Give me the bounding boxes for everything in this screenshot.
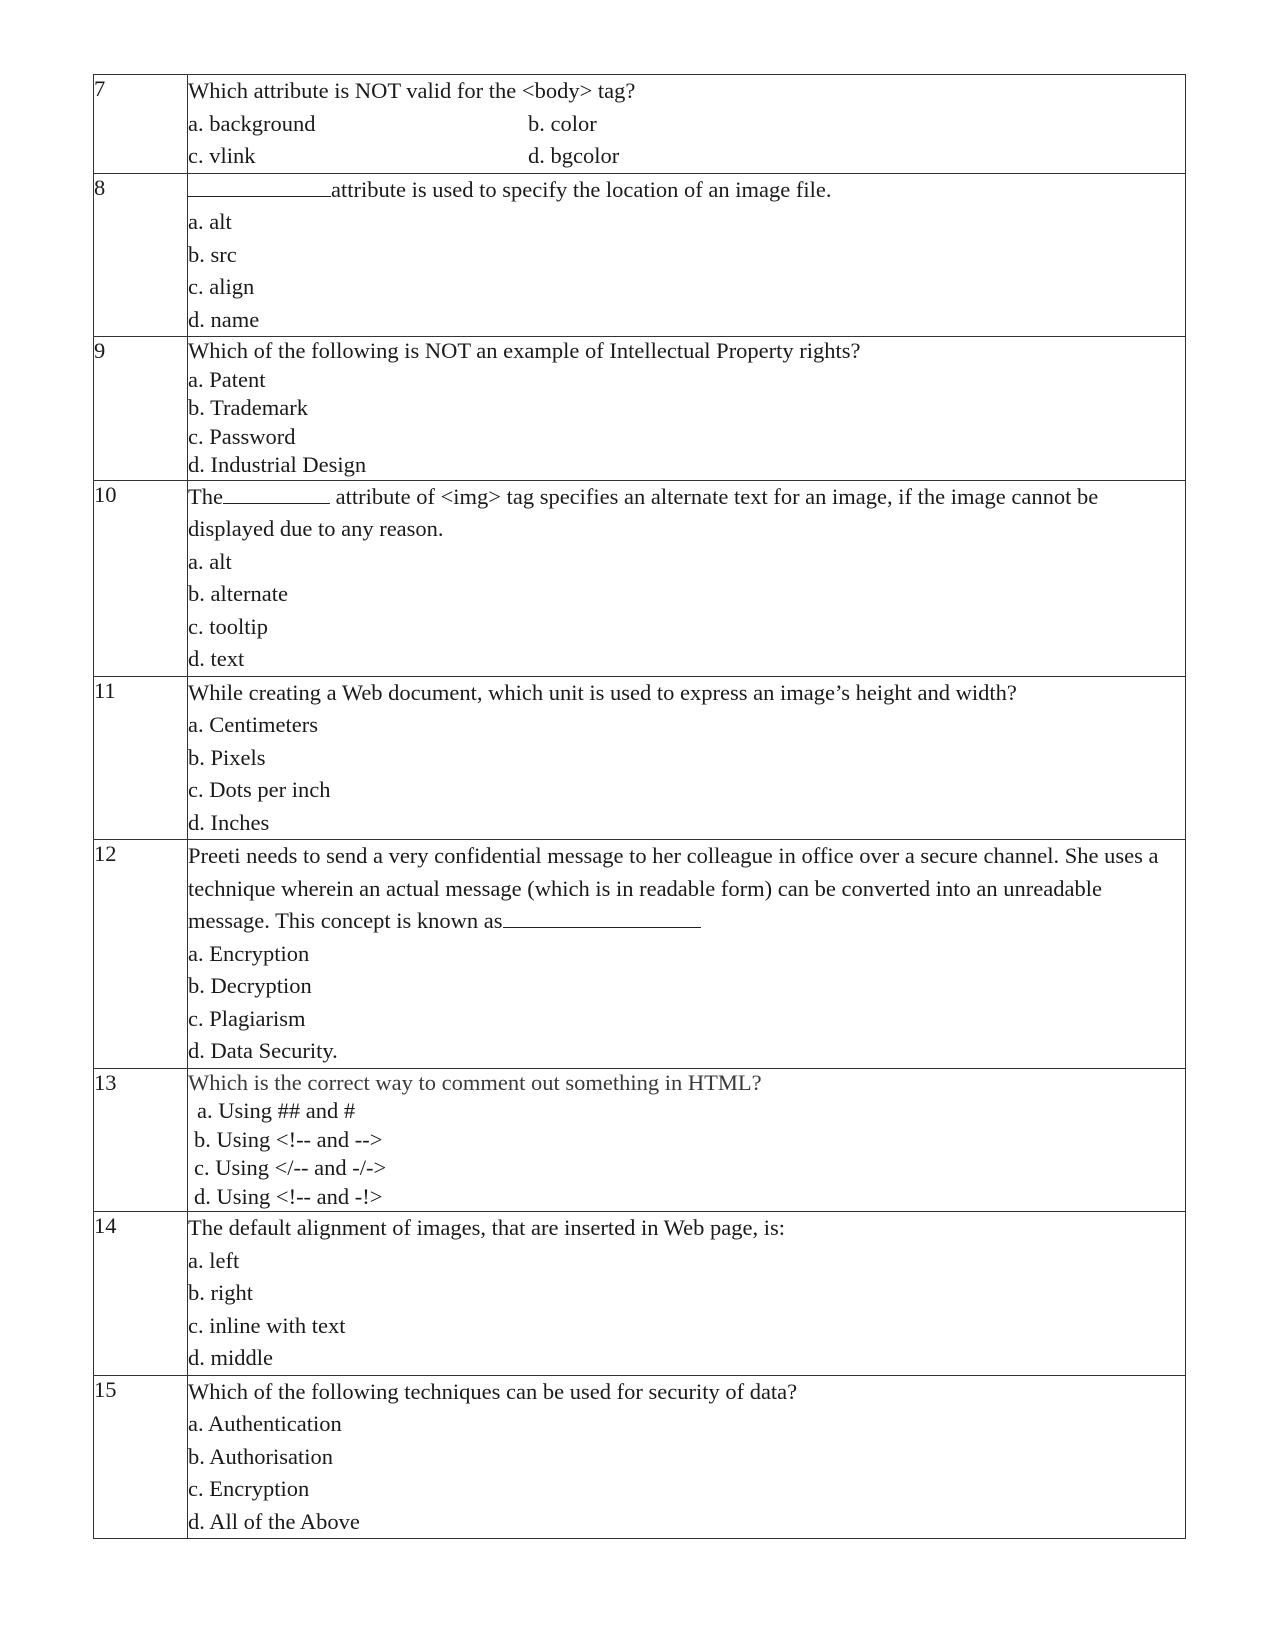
option: c. Password [188,423,296,449]
option: b. Using <!-- and --> [194,1126,383,1152]
option: a. Encryption [188,940,310,966]
option: c. Dots per inch [188,777,331,802]
option: a. Authentication [188,1411,342,1436]
question-text: The default alignment of images, that are inserted in Web page, is: [188,1215,785,1240]
option: a. left [188,1247,240,1273]
option: b. right [188,1280,253,1305]
question-row [94,75,1186,174]
question-cell [188,173,1186,337]
question-cell [188,337,1186,481]
question-cell [188,480,1186,676]
question-number: 13 [94,1068,188,1212]
option: c. Encryption [188,1476,310,1501]
option: d. bgcolor [528,143,620,168]
question-text [188,481,1185,546]
option: b. Decryption [188,973,312,998]
question-row [94,337,1186,481]
question-text [188,840,1185,938]
questions-table [93,74,1186,1539]
option: b. alternate [188,581,288,606]
option: d. Industrial Design [188,452,367,477]
option: d. Inches [188,809,270,835]
question-cell [188,75,1186,174]
question-text: Which is the correct way to comment out something in HTML? [188,1069,762,1095]
question-text: Which of the following is NOT an example of Intellectual Property rights? [188,338,861,363]
answer-blank [188,176,331,197]
option: c. Plagiarism [188,1005,306,1031]
option: c. vlink [188,143,256,168]
question-row [94,1212,1186,1376]
option: c. Using </-- and -/-> [194,1155,387,1180]
answer-blank [223,483,330,504]
option: d. Using <!-- and -!> [194,1183,383,1209]
option: d. middle [188,1345,273,1370]
option: b. Trademark [188,395,308,420]
question-text: Which attribute is NOT valid for the <body> tag? [188,78,636,103]
question-row [94,173,1186,337]
question-number: 10 [94,480,188,676]
option: a. background [188,110,316,136]
question-cell [188,1212,1186,1376]
option: a. alt [188,548,232,574]
answer-blank [503,907,701,928]
question-text [188,174,1185,207]
option: d. text [188,646,245,671]
option: b. color [528,110,597,136]
question-cell [188,840,1186,1069]
question-row [94,1375,1186,1539]
question-row [94,480,1186,676]
option: d. Data Security. [188,1038,338,1063]
question-text: Which of the following techniques can be used for security of data? [188,1378,798,1404]
question-number: 11 [94,676,188,840]
question-text: While creating a Web document, which unit is used to express an image’s height and width? [188,679,1017,705]
option: c. inline with text [188,1312,346,1338]
option: b. Pixels [188,744,266,770]
question-row [94,840,1186,1069]
question-text-suffix: attribute of <img> tag specifies an alternate text for an image, if the image cannot be displayed due to any reason. [188,483,1099,541]
question-text-prefix: The [188,483,223,509]
option: a. alt [188,209,232,234]
question-row [94,1068,1186,1212]
option: c. align [188,274,255,299]
question-cell [188,1068,1186,1212]
option: a. Centimeters [188,712,318,737]
option: d. All of the Above [188,1508,360,1534]
question-number: 14 [94,1212,188,1376]
option: b. Authorisation [188,1443,333,1469]
option: d. name [188,306,260,332]
question-number: 9 [94,337,188,481]
options-grid [188,108,1185,173]
question-number: 15 [94,1375,188,1539]
option: a. Patent [188,366,266,392]
option: c. tooltip [188,613,268,639]
question-cell [188,1375,1186,1539]
question-number: 12 [94,840,188,1069]
question-cell [188,676,1186,840]
option: b. src [188,241,237,267]
question-number: 7 [94,75,188,174]
question-number: 8 [94,173,188,337]
option: a. Using ## and # [197,1098,356,1123]
question-row [94,676,1186,840]
question-text-suffix: attribute is used to specify the location of an image file. [331,176,832,202]
question-text-main: Preeti needs to send a very confidential message to her colleague in office over a secure channel. She uses a technique wherein an actual message (which is in readable form) can be converted into an unreadable message. This concept is known as [188,843,1159,933]
